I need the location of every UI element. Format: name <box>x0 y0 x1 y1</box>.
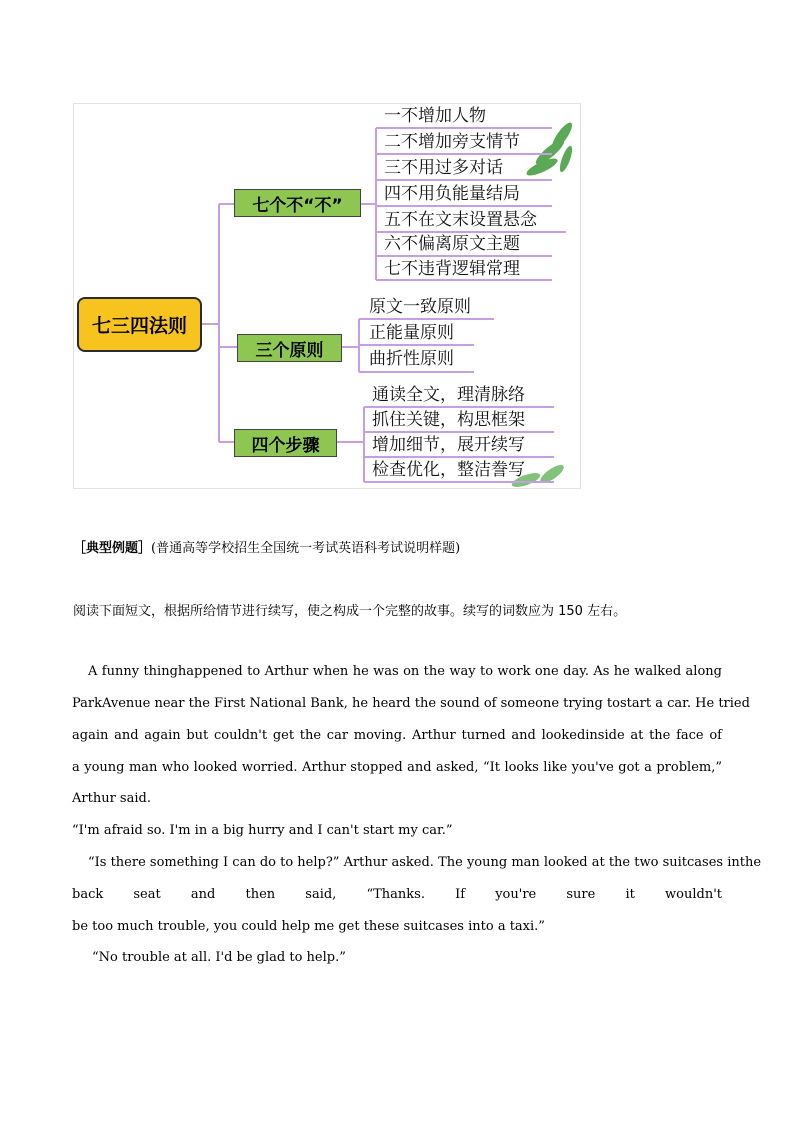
mind-map-root: 七三四法则 <box>77 297 202 352</box>
story-line: ParkAvenue near the First National Bank, he heard the sound of someone trying tostart a car. He tried <box>72 696 750 711</box>
branch-three-principles: 三个原则 <box>237 334 342 362</box>
leaf-item: 通读全文，理清脉络 <box>372 385 525 405</box>
leaf-item: 四不用负能量结局 <box>384 184 520 204</box>
story-line: “Is there something I can do to help?” Arthur asked. The young man looked at the two suitcases inthe <box>88 855 762 870</box>
leaf-item: 三不用过多对话 <box>384 158 503 178</box>
section-tag: ［典型例题］ <box>73 541 152 556</box>
leaf-item: 七不违背逻辑常理 <box>384 259 520 279</box>
story-line: “No trouble at all. I'd be glad to help.” <box>92 950 346 965</box>
leaf-item: 正能量原则 <box>369 323 454 343</box>
branch-four-steps: 四个步骤 <box>234 429 337 457</box>
story-line: back seat and then said, “Thanks. If you're sure it wouldn't <box>72 887 722 902</box>
story-line: a young man who looked worried. Arthur stopped and asked, “It looks like you've got a problem,” <box>72 760 722 775</box>
leaf-item: 原文一致原则 <box>369 297 471 317</box>
leaf-item: 二不增加旁支情节 <box>384 132 520 152</box>
leaf-item: 曲折性原则 <box>369 349 454 369</box>
story-line: Arthur said. <box>72 791 151 806</box>
task-instruction: 阅读下面短文，根据所给情节进行续写，使之构成一个完整的故事。续写的词数应为 150 左右。 <box>73 604 627 619</box>
section-heading <box>73 537 460 556</box>
leaf-item: 五不在文末设置悬念 <box>384 210 537 230</box>
story-line: again and again but couldn't get the car moving. Arthur turned and lookedinside at the face of <box>72 728 722 743</box>
leaf-item: 一不增加人物 <box>384 106 486 126</box>
leaf-item: 抓住关键，构思框架 <box>372 410 525 430</box>
leaf-item: 检查优化，整洁誊写 <box>372 460 525 480</box>
branch-seven-nots: 七个不“不” <box>234 189 361 217</box>
leaf-item: 六不偏离原文主题 <box>384 234 520 254</box>
story-line: “I'm afraid so. I'm in a big hurry and I can't start my car.” <box>72 823 453 838</box>
section-source: (普通高等学校招生全国统一考试英语科考试说明样题) <box>151 541 461 556</box>
mind-map-figure <box>73 103 581 489</box>
story-line: A funny thinghappened to Arthur when he was on the way to work one day. As he walked along <box>88 664 722 679</box>
leaf-item: 增加细节，展开续写 <box>372 435 525 455</box>
story-line: be too much trouble, you could help me get these suitcases into a taxi.” <box>72 919 545 934</box>
